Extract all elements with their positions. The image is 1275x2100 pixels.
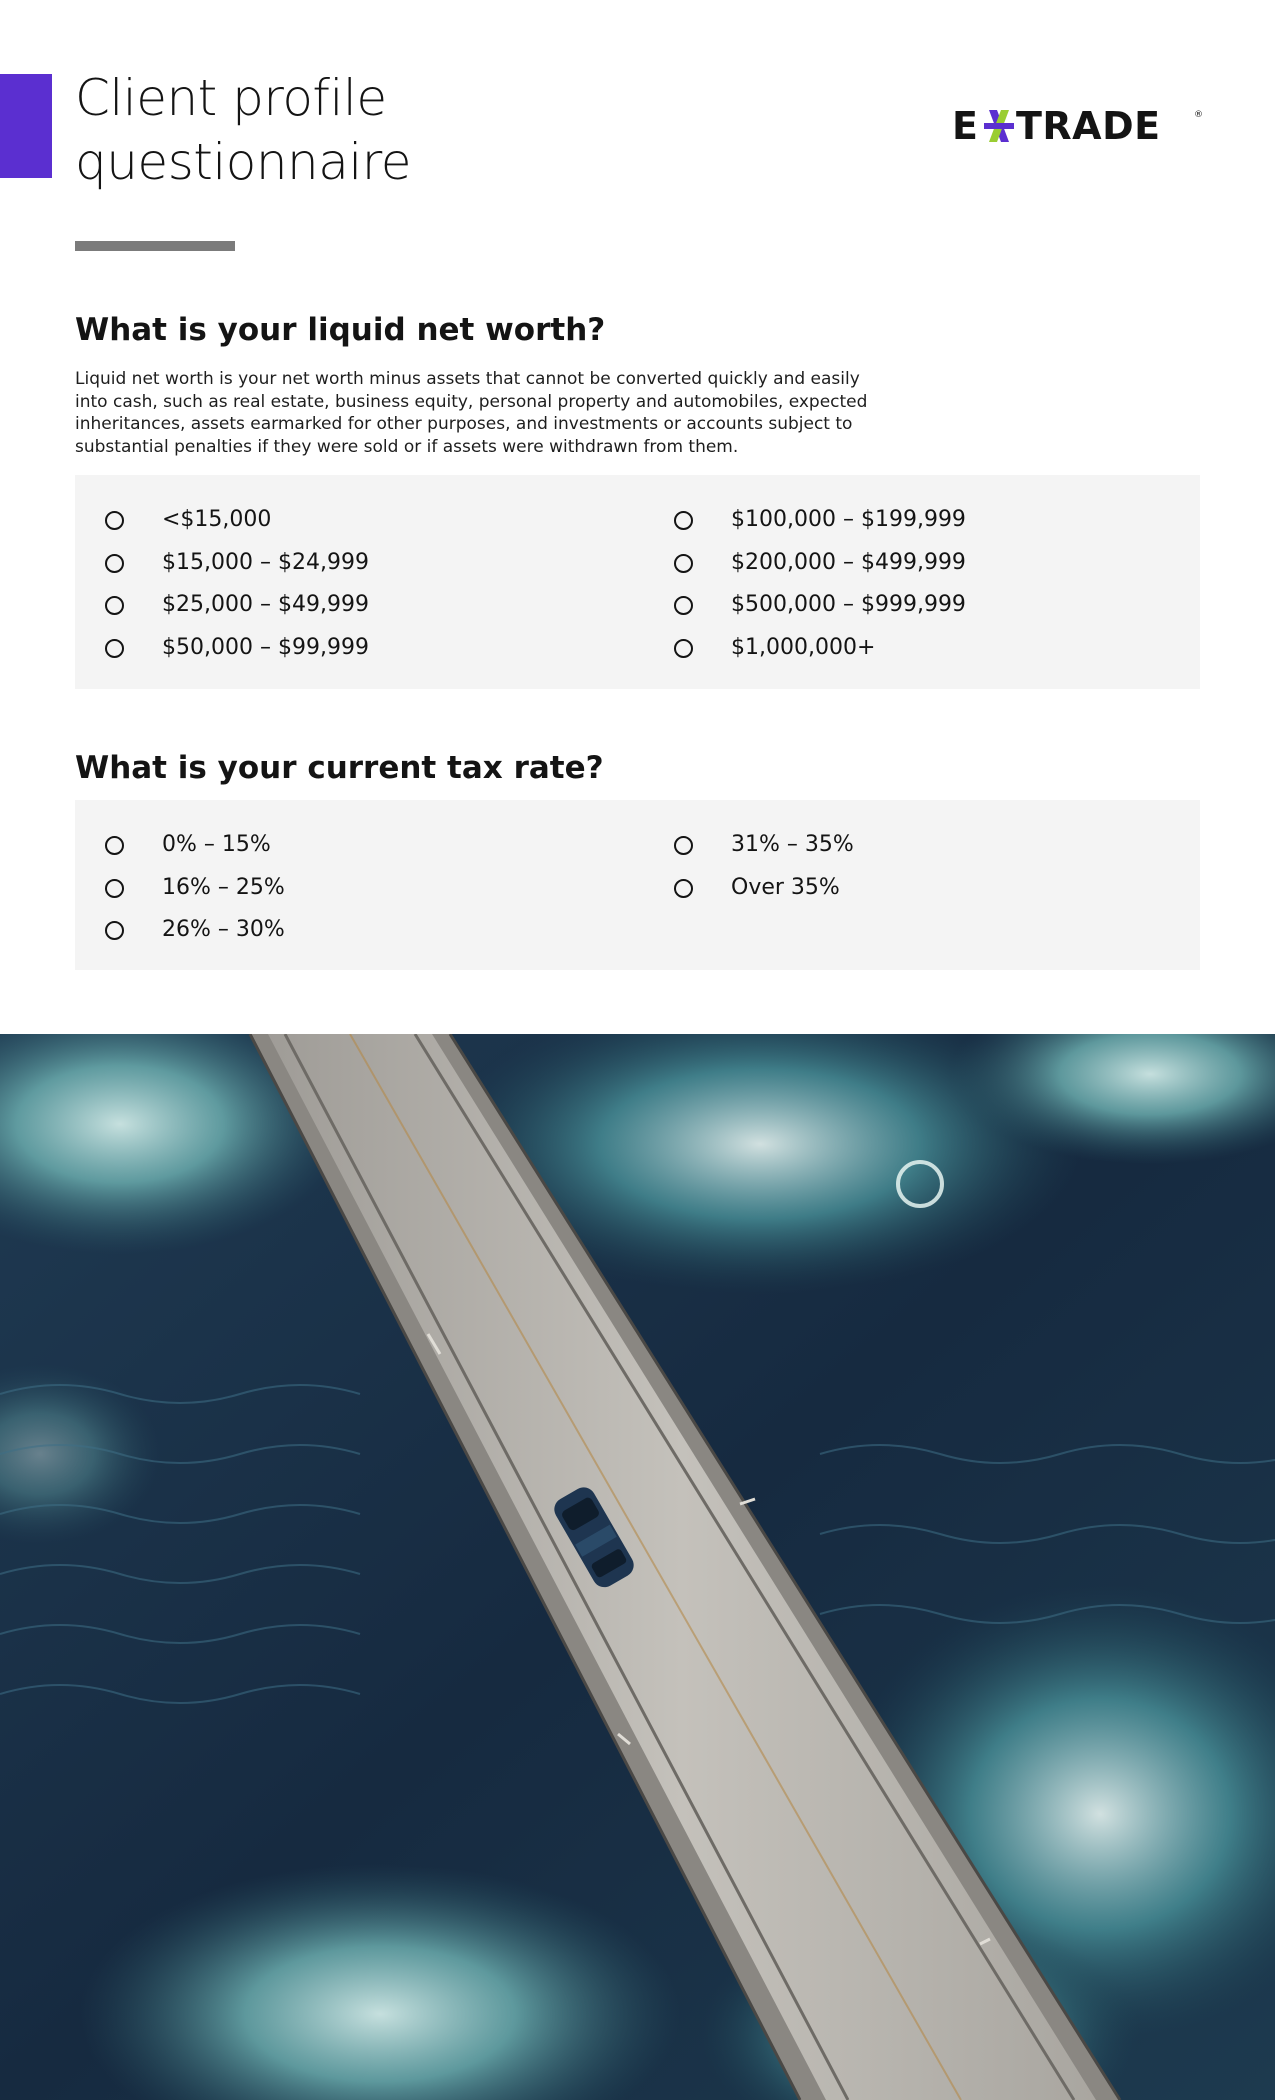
radio-option-label: <$15,000 — [162, 507, 272, 532]
bridge-illustration — [0, 1034, 1275, 2100]
title-line-1: Client profile — [75, 69, 387, 127]
radio-circle-icon[interactable] — [674, 879, 693, 898]
question-heading-net-worth: What is your liquid net worth? — [75, 312, 606, 348]
options-panel-tax-rate — [75, 800, 1200, 970]
radio-circle-icon[interactable] — [105, 639, 124, 658]
radio-circle-icon[interactable] — [105, 511, 124, 530]
radio-option-label: $500,000 – $999,999 — [731, 592, 966, 617]
radio-circle-icon[interactable] — [105, 879, 124, 898]
radio-option-label: 31% – 35% — [731, 832, 854, 857]
radio-option-label: 26% – 30% — [162, 917, 285, 942]
logo-letter-e: E — [952, 104, 979, 148]
radio-option-label: $50,000 – $99,999 — [162, 635, 369, 660]
bridge-aerial-photo — [0, 1034, 1275, 2100]
accent-bar — [0, 74, 52, 178]
radio-circle-icon[interactable] — [105, 554, 124, 573]
radio-option-label: $25,000 – $49,999 — [162, 592, 369, 617]
radio-option-label: 16% – 25% — [162, 875, 285, 900]
etrade-logo — [952, 104, 1203, 148]
logo-word-trade: TRADE — [1016, 104, 1161, 148]
x-star-icon — [980, 108, 1018, 144]
radio-option-label: $1,000,000+ — [731, 635, 876, 660]
question-heading-tax-rate: What is your current tax rate? — [75, 750, 604, 786]
radio-option-label: 0% – 15% — [162, 832, 271, 857]
radio-option-label: $15,000 – $24,999 — [162, 550, 369, 575]
radio-option-label: $200,000 – $499,999 — [731, 550, 966, 575]
radio-option-label: $100,000 – $199,999 — [731, 507, 966, 532]
radio-circle-icon[interactable] — [105, 596, 124, 615]
radio-circle-icon[interactable] — [674, 836, 693, 855]
registered-mark: ® — [1194, 110, 1203, 120]
radio-circle-icon[interactable] — [674, 639, 693, 658]
title-line-2: questionnaire — [75, 133, 411, 191]
title-underline — [75, 241, 235, 251]
radio-option-label: Over 35% — [731, 875, 840, 900]
radio-circle-icon[interactable] — [674, 596, 693, 615]
radio-circle-icon[interactable] — [105, 921, 124, 940]
page-title — [75, 66, 675, 194]
radio-circle-icon[interactable] — [105, 836, 124, 855]
radio-circle-icon[interactable] — [674, 511, 693, 530]
question-description-net-worth: Liquid net worth is your net worth minus assets that cannot be converted quickly and easily into cash, such as real estate, business equity, personal property and automobiles, expected inheritances, assets earmarked for other purposes, and investments or accounts subject to substantial penalties if they were sold or if assets were withdrawn from them. — [75, 369, 868, 457]
radio-circle-icon[interactable] — [674, 554, 693, 573]
options-panel-net-worth — [75, 475, 1200, 689]
